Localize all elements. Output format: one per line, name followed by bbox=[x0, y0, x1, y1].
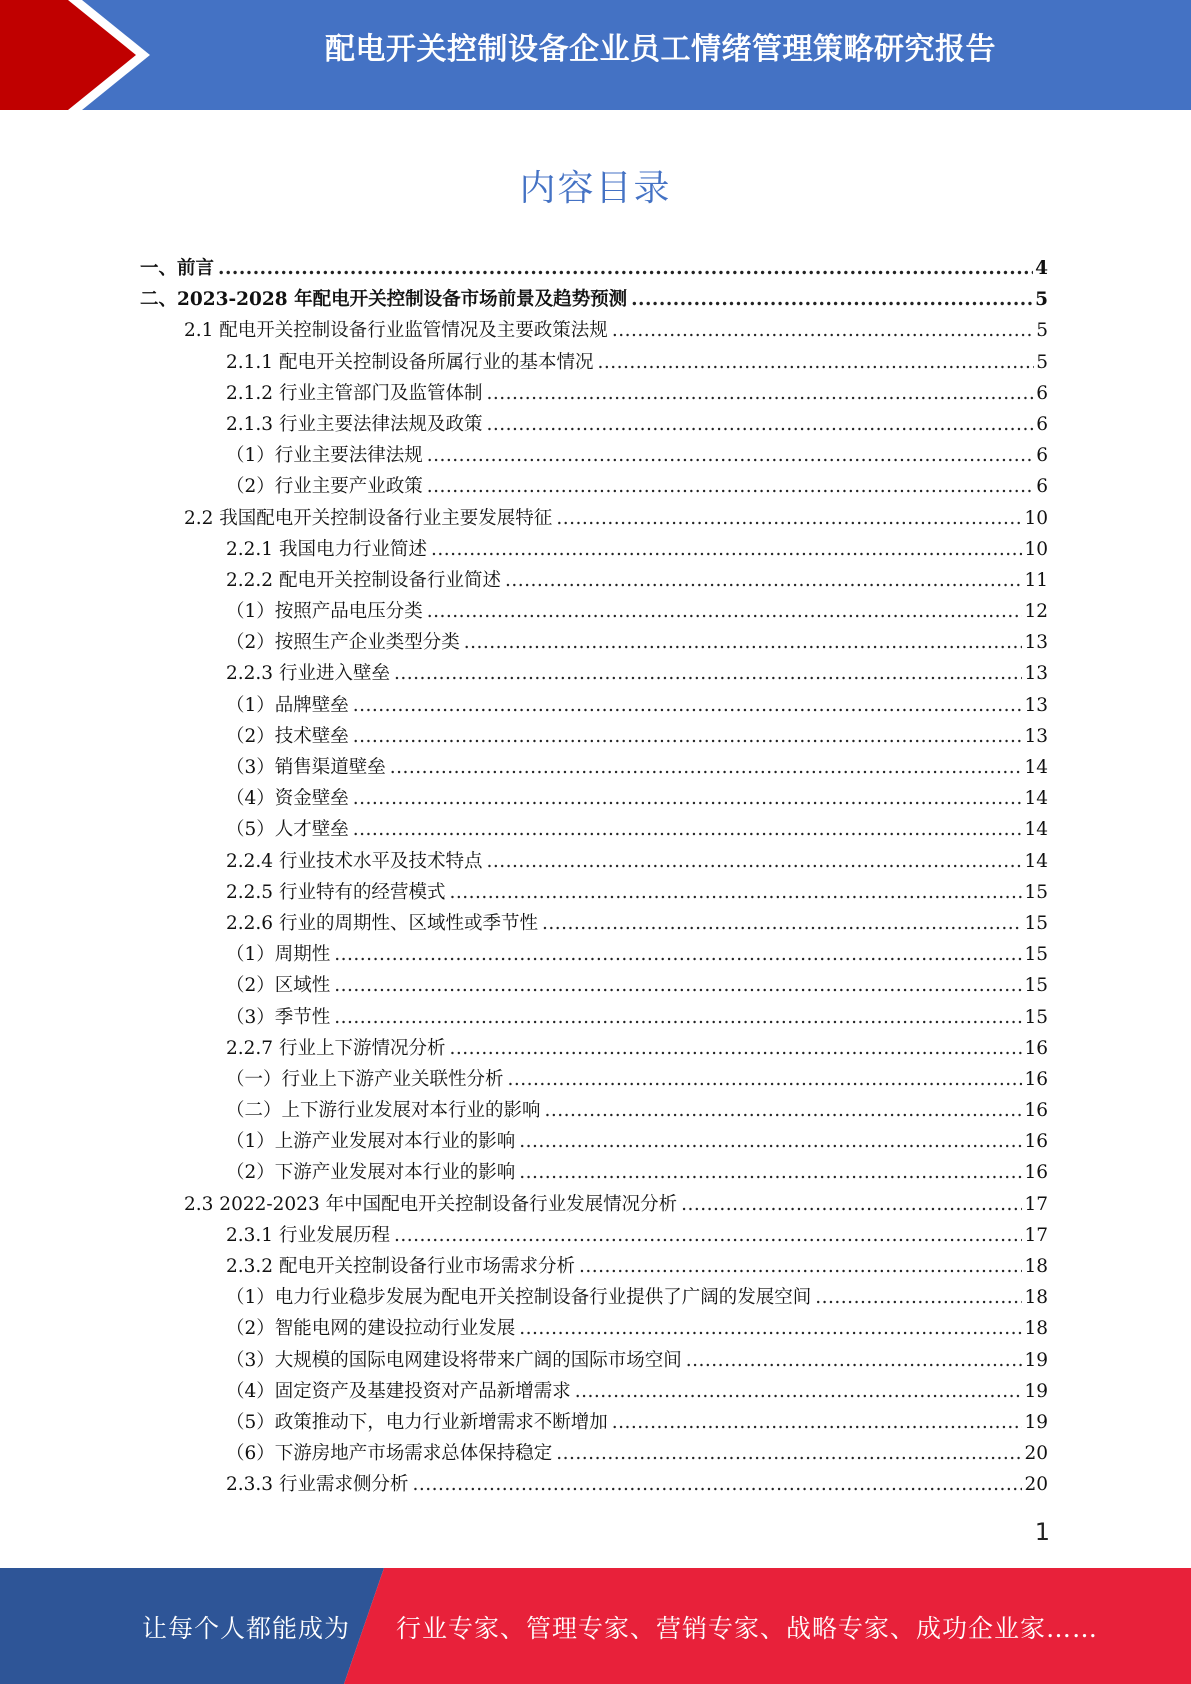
toc-entry-page: 16 bbox=[1024, 1068, 1048, 1090]
toc-leader-dots bbox=[508, 1069, 1023, 1090]
toc-entry-page: 20 bbox=[1024, 1443, 1048, 1465]
toc-entry[interactable] bbox=[140, 441, 1048, 472]
toc-leader-dots bbox=[575, 1381, 1023, 1402]
toc-entry-label: （6）下游房地产市场需求总体保持稳定 bbox=[226, 1443, 553, 1465]
toc-leader-dots bbox=[353, 788, 1023, 809]
toc-entry-label: 2.3.3 行业需求侧分析 bbox=[226, 1474, 409, 1496]
toc-entry[interactable] bbox=[140, 722, 1048, 753]
toc-entry[interactable] bbox=[140, 1314, 1048, 1345]
toc-entry-page: 18 bbox=[1024, 1256, 1048, 1277]
toc-entry-page: 14 bbox=[1024, 850, 1048, 872]
toc-entry-label: 2.3 2022-2023 年中国配电开关控制设备行业发展情况分析 bbox=[184, 1193, 678, 1215]
toc-entry[interactable] bbox=[140, 659, 1048, 690]
toc-entry-label: 2.2.6 行业的周期性、区域性或季节性 bbox=[226, 912, 538, 934]
toc-entry-page: 10 bbox=[1024, 507, 1048, 529]
toc-leader-dots bbox=[218, 258, 1033, 279]
toc-entry-label: （1）品牌壁垒 bbox=[226, 694, 349, 716]
toc-entry-page: 18 bbox=[1024, 1287, 1048, 1309]
toc-entry-page: 15 bbox=[1024, 881, 1048, 903]
page-number: 1 bbox=[1034, 1518, 1050, 1546]
toc-entry-label: （1）周期性 bbox=[226, 944, 331, 966]
toc-leader-dots bbox=[597, 352, 1034, 373]
toc-entry[interactable] bbox=[140, 815, 1048, 846]
toc-entry-page: 19 bbox=[1024, 1380, 1048, 1402]
toc-entry[interactable] bbox=[140, 1252, 1048, 1283]
table-of-contents bbox=[140, 254, 1048, 1502]
toc-leader-dots bbox=[334, 944, 1022, 965]
toc-entry-page: 14 bbox=[1024, 788, 1048, 810]
toc-entry-label: 2.2.5 行业特有的经营模式 bbox=[226, 881, 446, 903]
toc-entry-label: 2.3.1 行业发展历程 bbox=[226, 1224, 390, 1246]
toc-entry-page: 14 bbox=[1024, 757, 1048, 778]
header-arrow-red bbox=[0, 0, 136, 110]
toc-entry-label: 2.1.1 配电开关控制设备所属行业的基本情况 bbox=[226, 351, 594, 373]
toc-entry-page: 17 bbox=[1024, 1193, 1048, 1215]
toc-leader-dots bbox=[390, 757, 1023, 778]
footer-band bbox=[0, 1568, 1191, 1684]
toc-entry-page: 12 bbox=[1024, 601, 1048, 623]
toc-leader-dots bbox=[815, 1287, 1022, 1308]
toc-entry-page: 15 bbox=[1024, 975, 1048, 997]
toc-leader-dots bbox=[394, 1225, 1022, 1246]
toc-entry-page: 15 bbox=[1024, 912, 1048, 934]
toc-entry-page: 6 bbox=[1036, 445, 1048, 467]
header-arrow-icon bbox=[0, 0, 160, 110]
toc-entry-label: （3）大规模的国际电网建设将带来广阔的国际市场空间 bbox=[226, 1349, 682, 1371]
toc-entry-page: 5 bbox=[1036, 320, 1048, 342]
toc-entry[interactable] bbox=[140, 909, 1048, 940]
toc-leader-dots bbox=[612, 1412, 1023, 1433]
toc-entry-page: 11 bbox=[1024, 569, 1048, 591]
toc-leader-dots bbox=[464, 632, 1023, 653]
toc-entry-page: 13 bbox=[1024, 663, 1048, 685]
toc-entry[interactable] bbox=[140, 254, 1048, 285]
toc-entry[interactable] bbox=[140, 566, 1048, 597]
toc-leader-dots bbox=[353, 726, 1023, 747]
toc-entry[interactable] bbox=[140, 1034, 1048, 1065]
toc-entry-page: 18 bbox=[1024, 1318, 1048, 1340]
toc-entry[interactable] bbox=[140, 1221, 1048, 1252]
toc-entry-page: 16 bbox=[1024, 1131, 1048, 1153]
toc-entry-page: 16 bbox=[1024, 1162, 1048, 1184]
toc-leader-dots bbox=[449, 882, 1022, 903]
toc-entry[interactable] bbox=[140, 535, 1048, 566]
toc-entry-label: （4）资金壁垒 bbox=[226, 788, 349, 810]
toc-entry[interactable] bbox=[140, 504, 1048, 535]
toc-leader-dots bbox=[631, 289, 1033, 310]
toc-leader-dots bbox=[334, 1007, 1022, 1028]
toc-entry[interactable] bbox=[140, 628, 1048, 659]
toc-leader-dots bbox=[353, 695, 1023, 716]
toc-entry[interactable] bbox=[140, 597, 1048, 628]
toc-entry[interactable] bbox=[140, 410, 1048, 441]
toc-entry[interactable] bbox=[140, 971, 1048, 1002]
report-title: 配电开关控制设备企业员工情绪管理策略研究报告 bbox=[325, 32, 996, 67]
toc-entry[interactable] bbox=[140, 348, 1048, 379]
footer-slogan-left: 让每个人都能成为 bbox=[142, 1614, 351, 1643]
toc-leader-dots bbox=[427, 445, 1034, 466]
toc-entry-label: 2.2.1 我国电力行业简述 bbox=[226, 538, 427, 560]
toc-entry[interactable] bbox=[140, 316, 1048, 347]
toc-entry-label: 2.2.2 配电开关控制设备行业简述 bbox=[226, 569, 501, 591]
toc-entry-label: 2.3.2 配电开关控制设备行业市场需求分析 bbox=[226, 1256, 575, 1277]
toc-entry-label: （4）固定资产及基建投资对产品新增需求 bbox=[226, 1380, 571, 1402]
toc-entry-page: 13 bbox=[1024, 632, 1048, 654]
toc-leader-dots bbox=[486, 851, 1022, 872]
toc-leader-dots bbox=[545, 1100, 1023, 1121]
toc-entry-page: 17 bbox=[1024, 1224, 1048, 1246]
toc-entry-label: （1）按照产品电压分类 bbox=[226, 601, 423, 623]
toc-leader-dots bbox=[394, 663, 1022, 684]
toc-entry-page: 20 bbox=[1024, 1474, 1048, 1496]
toc-entry[interactable] bbox=[140, 878, 1048, 909]
toc-entry-label: 2.2.4 行业技术水平及技术特点 bbox=[226, 850, 483, 872]
toc-entry-page: 4 bbox=[1035, 258, 1048, 279]
toc-entry[interactable] bbox=[140, 847, 1048, 878]
toc-leader-dots bbox=[334, 975, 1022, 996]
toc-entry[interactable] bbox=[140, 784, 1048, 815]
toc-heading: 内容目录 bbox=[519, 168, 672, 209]
toc-entry-label: 2.1 配电开关控制设备行业监管情况及主要政策法规 bbox=[184, 320, 608, 342]
toc-leader-dots bbox=[519, 1318, 1022, 1339]
toc-entry[interactable] bbox=[140, 1470, 1048, 1501]
toc-entry-label: 一、前言 bbox=[140, 258, 215, 279]
toc-entry-page: 6 bbox=[1036, 476, 1048, 498]
toc-entry[interactable] bbox=[140, 753, 1048, 784]
toc-entry[interactable] bbox=[140, 1127, 1048, 1158]
toc-leader-dots bbox=[681, 1194, 1022, 1215]
toc-leader-dots bbox=[412, 1474, 1022, 1495]
toc-entry-label: （2）区域性 bbox=[226, 975, 331, 997]
toc-leader-dots bbox=[353, 819, 1023, 840]
toc-entry[interactable] bbox=[140, 1283, 1048, 1314]
toc-entry-label: 2.2.3 行业进入壁垒 bbox=[226, 663, 390, 685]
toc-entry-label: 二、2023-2028 年配电开关控制设备市场前景及趋势预测 bbox=[140, 289, 628, 311]
toc-entry-label: 2.1.2 行业主管部门及监管体制 bbox=[226, 382, 483, 404]
toc-entry-page: 15 bbox=[1024, 944, 1048, 966]
toc-entry-page: 10 bbox=[1024, 538, 1048, 560]
toc-entry-label: 2.2 我国配电开关控制设备行业主要发展特征 bbox=[184, 507, 553, 529]
toc-entry[interactable] bbox=[140, 1377, 1048, 1408]
footer-slogan-right: 行业专家、管理专家、营销专家、战略专家、成功企业家…… bbox=[396, 1614, 1099, 1643]
toc-entry-label: 2.2.7 行业上下游情况分析 bbox=[226, 1037, 446, 1059]
toc-entry-page: 16 bbox=[1024, 1037, 1048, 1059]
toc-entry-label: （1）上游产业发展对本行业的影响 bbox=[226, 1131, 516, 1153]
toc-leader-dots bbox=[427, 601, 1023, 622]
toc-entry-label: 2.1.3 行业主要法律法规及政策 bbox=[226, 413, 483, 435]
toc-leader-dots bbox=[486, 383, 1034, 404]
toc-entry-label: （2）智能电网的建设拉动行业发展 bbox=[226, 1318, 516, 1340]
toc-leader-dots bbox=[519, 1131, 1022, 1152]
toc-entry[interactable] bbox=[140, 379, 1048, 410]
toc-entry-page: 5 bbox=[1036, 351, 1048, 373]
toc-entry[interactable] bbox=[140, 1408, 1048, 1439]
toc-entry[interactable] bbox=[140, 1003, 1048, 1034]
toc-entry-label: （2）按照生产企业类型分类 bbox=[226, 632, 460, 654]
toc-entry-page: 13 bbox=[1024, 725, 1048, 747]
toc-leader-dots bbox=[686, 1350, 1023, 1371]
toc-entry[interactable] bbox=[140, 940, 1048, 971]
toc-entry-label: （5）人才壁垒 bbox=[226, 819, 349, 841]
toc-entry[interactable] bbox=[140, 691, 1048, 722]
toc-entry-label: （2）下游产业发展对本行业的影响 bbox=[226, 1162, 516, 1184]
toc-leader-dots bbox=[427, 476, 1034, 497]
toc-entry-page: 19 bbox=[1024, 1349, 1048, 1371]
toc-leader-dots bbox=[579, 1256, 1022, 1277]
toc-entry-label: （5）政策推动下，电力行业新增需求不断增加 bbox=[226, 1411, 608, 1433]
toc-entry-label: （2）行业主要产业政策 bbox=[226, 476, 423, 498]
toc-entry[interactable] bbox=[140, 1439, 1048, 1470]
toc-leader-dots bbox=[486, 414, 1034, 435]
toc-entry-label: （1）电力行业稳步发展为配电开关控制设备行业提供了广阔的发展空间 bbox=[226, 1287, 812, 1309]
toc-leader-dots bbox=[449, 1038, 1022, 1059]
toc-entry-page: 14 bbox=[1024, 819, 1048, 841]
toc-entry-page: 16 bbox=[1024, 1100, 1048, 1122]
toc-entry-page: 15 bbox=[1024, 1006, 1048, 1028]
toc-entry-label: （二）上下游行业发展对本行业的影响 bbox=[226, 1100, 541, 1122]
toc-entry-label: （2）技术壁垒 bbox=[226, 725, 349, 747]
toc-entry[interactable] bbox=[140, 1158, 1048, 1189]
toc-leader-dots bbox=[542, 913, 1022, 934]
toc-leader-dots bbox=[505, 570, 1022, 591]
toc-entry[interactable] bbox=[140, 1065, 1048, 1096]
toc-entry[interactable] bbox=[140, 1190, 1048, 1221]
toc-leader-dots bbox=[612, 320, 1034, 341]
toc-entry-label: （3）季节性 bbox=[226, 1006, 331, 1028]
toc-entry-page: 6 bbox=[1036, 413, 1048, 435]
toc-leader-dots bbox=[556, 508, 1022, 529]
toc-entry[interactable] bbox=[140, 1096, 1048, 1127]
toc-entry-page: 5 bbox=[1035, 289, 1048, 311]
toc-entry-label: （1）行业主要法律法规 bbox=[226, 445, 423, 467]
toc-entry[interactable] bbox=[140, 1346, 1048, 1377]
toc-entry-label: （3）销售渠道壁垒 bbox=[226, 757, 386, 778]
toc-entry[interactable] bbox=[140, 285, 1048, 316]
toc-entry-page: 13 bbox=[1024, 694, 1048, 716]
toc-leader-dots bbox=[431, 539, 1022, 560]
toc-leader-dots bbox=[556, 1443, 1022, 1464]
toc-entry-page: 6 bbox=[1036, 382, 1048, 404]
toc-entry[interactable] bbox=[140, 472, 1048, 503]
toc-entry-page: 19 bbox=[1024, 1411, 1048, 1433]
report-header-band bbox=[0, 0, 1191, 110]
toc-leader-dots bbox=[519, 1162, 1022, 1183]
toc-entry-label: （一）行业上下游产业关联性分析 bbox=[226, 1068, 504, 1090]
